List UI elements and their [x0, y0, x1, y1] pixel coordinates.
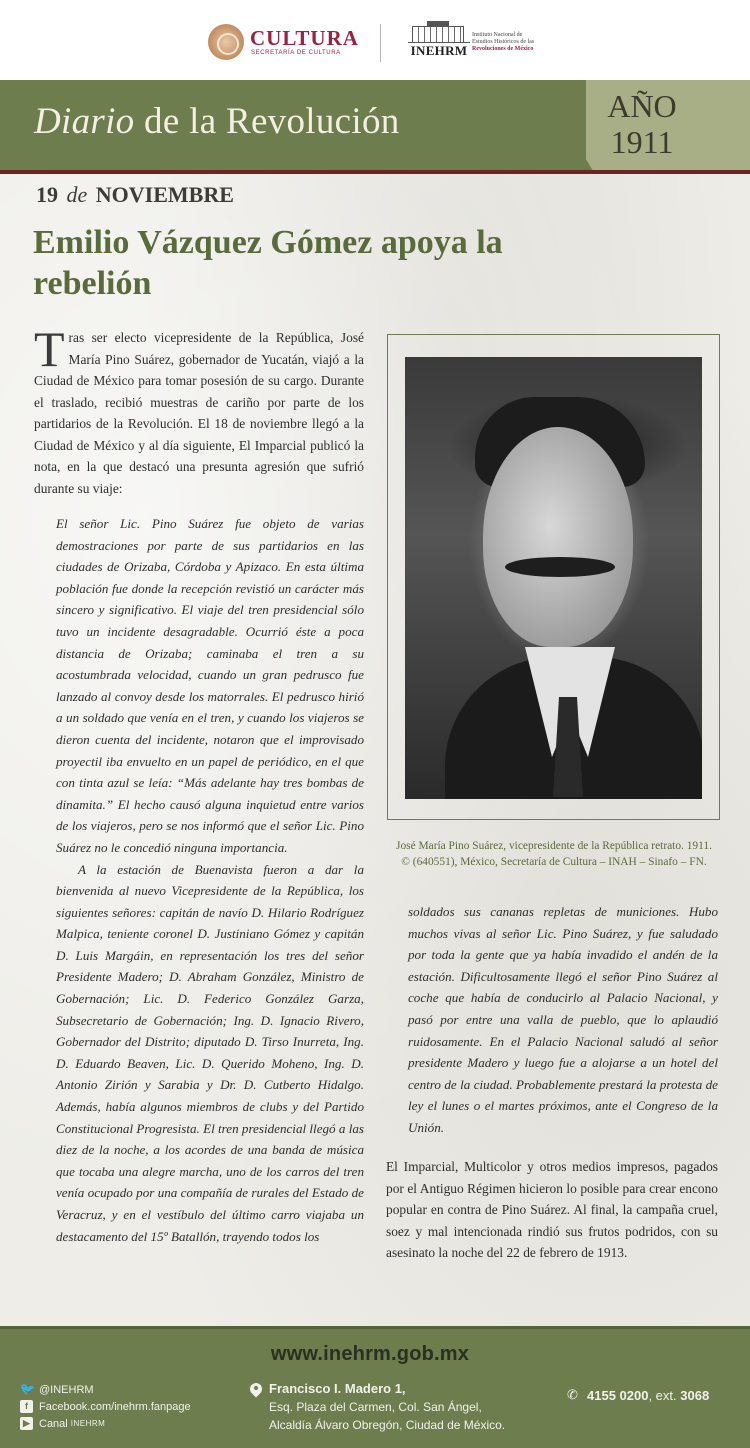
publication-title — [34, 100, 400, 143]
inehrm-logo — [408, 26, 468, 58]
phone-ext: 3068 — [680, 1388, 710, 1403]
date-de: de — [66, 182, 88, 207]
logo-bar — [0, 0, 750, 80]
logo-divider — [380, 24, 381, 62]
youtube-icon: ▶ — [20, 1417, 33, 1430]
caption-line-1: José María Pino Suárez, vicepresidente de la República retrato. 1911. — [396, 840, 712, 852]
inehrm-building-icon — [412, 26, 464, 42]
photo-mustache — [505, 557, 615, 577]
address-line-2: Esq. Plaza del Carmen, Col. San Ángel, — [269, 1400, 482, 1414]
intro-text: ras ser electo vicepresidente de la República, José María Pino Suárez, gobernador de Yucatán, viajó a la Ciudad de México para tomar posesión de su cargo. Durante el traslado, recibió muestras de cariño por parte de los partidarios de la Revolución. El 18 de noviembre llegó a la Ciudad de México y al día siguiente, El Imparcial publicó la nota, en la que destacó una presunta agresión que sufrió durante su viaje: — [34, 330, 364, 496]
photo-caption — [378, 838, 730, 870]
inehrm-line-3: Revoluciones de México — [472, 46, 534, 53]
facebook-icon: f — [20, 1400, 33, 1413]
map-pin-icon — [250, 1383, 262, 1399]
inehrm-logo-label: INEHRM — [408, 42, 470, 59]
photo-face — [483, 427, 633, 647]
portrait-photo — [405, 357, 702, 799]
youtube-channel: INEHRM — [70, 1419, 106, 1428]
article-date — [36, 182, 234, 208]
inehrm-line-2: Estudios Históricos de las — [472, 39, 535, 46]
header-rule — [0, 170, 750, 174]
youtube-link[interactable] — [20, 1415, 240, 1432]
cultura-logo-text: CULTURA — [250, 26, 359, 50]
facebook-link[interactable] — [20, 1398, 240, 1415]
publication-title-rest: de la Revolución — [144, 101, 400, 142]
cultura-logo-subtitle: SECRETARÍA DE CULTURA — [251, 50, 341, 56]
phone-main: 4155 0200 — [587, 1388, 649, 1403]
twitter-handle: @INEHRM — [39, 1383, 94, 1396]
date-month: NOVIEMBRE — [95, 182, 234, 207]
intro-paragraph — [34, 321, 364, 499]
address-street: Francisco I. Madero 1, — [269, 1381, 406, 1396]
quote-paragraph-3: soldados sus cananas repletas de municiones. Hubo muchos vivas al señor Lic. Pino Suárez, y fue saludado por toda la gente que ya había invadido el andén de la estación. Dificultosamente llegó el señor Pino Suárez al coche que había de conducirlo al Palacio Nacional, y pasó por entre una valla de pueblo, que lo aplaudió ruidosamente. En el Palacio Nacional saludó al señor presidente Madero y luego fue a alojarse a un hotel del centro de la ciudad. Probablemente prestará la protesta de ley el lunes o el martes próximos, ante el Congreso de la Unión. — [408, 904, 718, 1135]
address-line-3: Alcaldía Álvaro Obregón, Ciudad de México. — [269, 1418, 506, 1432]
phone-number[interactable] — [587, 1388, 709, 1403]
year-label — [586, 88, 698, 160]
phone-icon: ✆ — [567, 1388, 578, 1403]
address — [269, 1380, 569, 1434]
publication-title-italic: Diario — [34, 101, 135, 142]
twitter-icon: 🐦 — [20, 1382, 35, 1396]
caption-line-2: © (640551), México, Secretaría de Cultura – INAH – Sinafo – FN. — [401, 856, 707, 868]
quote-paragraph-2: A la estación de Buenavista fueron a dar la bienvenida al nuevo Vicepresidente de la República, los siguientes señores: capitán de navío D. Hilario Rodríguez Malpica, teniente coronel D. Justiniano Gómez y capitán D. Luis Margáin, en representación los tres del señor Presidente Madero; D. Abraham González, Ministro de Gobernación; Lic. D. Federico González Garza, Subsecretario de Gobernación; Ing. D. Ignacio Rivero, Gobernador del Distrito; diputado D. Tirso Inurreta, Ing. D. Eduardo Beaven, Lic. D. Querido Moheno, Ing. D. Antonio Zirión y Sarabia y Dr. D. Cutberto Hidalgo. Además, había algunos miembros de clubs y del Partido Constitucional Progresista. El tren presidencial llegó a las diez de la noche, a los acordes de una banda de música que tocaba una alegre marcha, uno de los carros del tren venía ocupado por una compañía de rurales del Estado de Veracruz, y en el vestíbulo del último carro viajaba un destacamento del 15º Batallón, trayendo todos los — [56, 861, 364, 1244]
mexico-seal-icon — [208, 24, 244, 60]
footer-rule — [0, 1326, 750, 1329]
article-headline: Emilio Vázquez Gómez apoya la rebelión — [33, 224, 503, 302]
inehrm-line-1: Instituto Nacional de — [472, 32, 523, 38]
facebook-url: Facebook.com/inehrm.fanpage — [39, 1400, 191, 1413]
year-value: 1911 — [610, 124, 674, 160]
year-word: AÑO — [607, 88, 677, 124]
website-link[interactable]: www.inehrm.gob.mx — [270, 1343, 470, 1365]
social-links — [20, 1381, 240, 1432]
final-paragraph: El Imparcial, Multicolor y otros medios impresos, pagados por el Antiguo Régimen hicieron lo posible para crear encono popular en contra de Pino Suárez. Al final, la campaña cruel, soez y mal intencionada rindió sus frutos podridos, con su asesinato la noche del 22 de febrero de 1913. — [386, 1159, 718, 1260]
inehrm-logo-text — [472, 32, 552, 54]
phone-ext-label: , ext. — [648, 1388, 677, 1403]
youtube-prefix: Canal — [39, 1417, 68, 1430]
date-day: 19 — [36, 182, 58, 207]
article-left-column — [34, 321, 364, 1247]
twitter-link[interactable] — [20, 1381, 240, 1398]
quote-paragraph-1: El señor Lic. Pino Suárez fue objeto de varias demostraciones por parte de sus partidarios en las ciudades de Orizaba, Córdoba y Apizaco. En esta última población fue donde la recepción revistió un carácter más sincero y significativo. El viaje del tren presidencial sólo tuvo un incidente desagradable. Ocurrió éste a poca distancia de Orizaba; caminaba el tren a su acostumbrada velocidad, cuando un gran pedrusco fue lanzado al convoy desde los matorrales. El pedrusco hirió a un soldado que venía en el tren, y cuando los viajeros se dieron cuenta del incidente, notaron que el improvisado proyectil iba envuelto en un papel de periódico, en el que con tinta azul se leía: “Más adelante hay tres bombas de dinamita.” El hecho causó alguna inquietud entre varios de los viajeros, pero se nos informó que el señor Lic. Pino Suárez no le concedió ninguna importancia. — [56, 516, 364, 855]
drop-cap: T — [34, 321, 65, 377]
